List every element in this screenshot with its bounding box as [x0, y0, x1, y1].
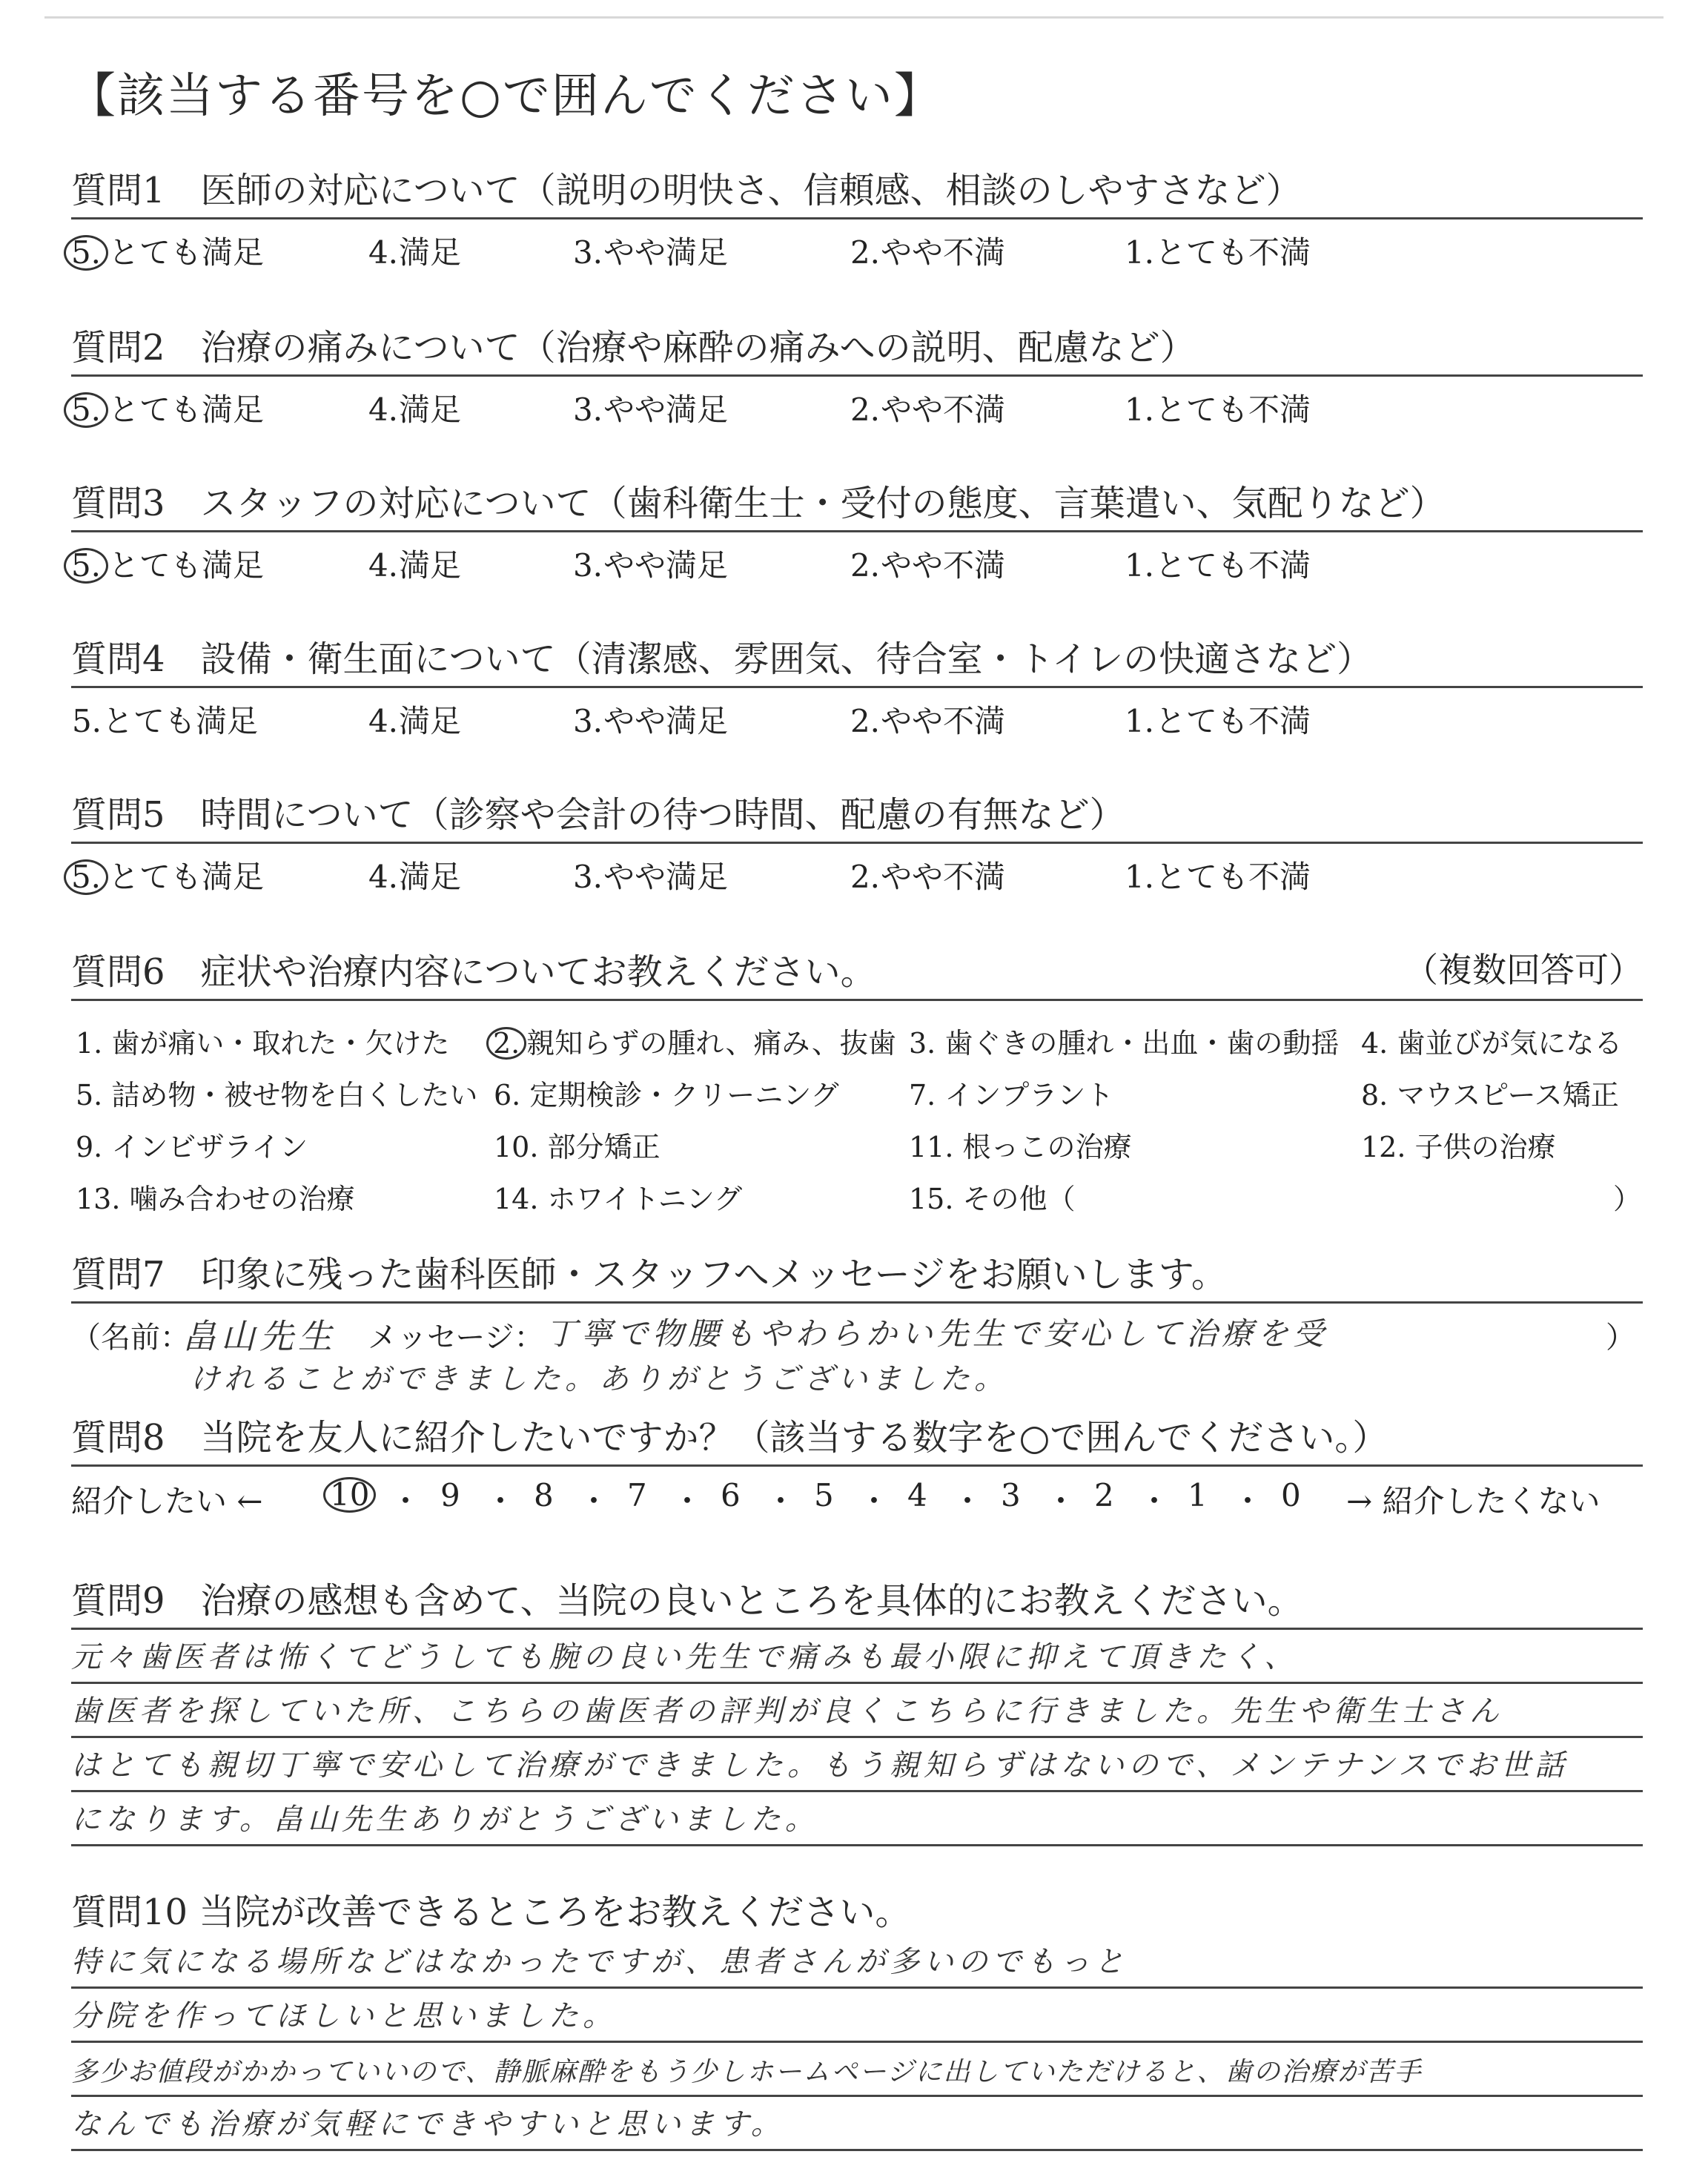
option-4[interactable]: 4.満足 [368, 703, 462, 739]
answer-text[interactable]: なんでも治療が気軽にできやすいと思います。 [71, 2107, 785, 2141]
scale-option[interactable]: 9 [440, 1477, 460, 1513]
question-title: 質問2 治療の痛みについて（治療や麻酔の痛みへの説明、配慮など） [71, 327, 1196, 369]
option-5[interactable]: 5. とても満足 [71, 853, 264, 897]
question-title: 質問4 設備・衛生面について（清潔感、雰囲気、待合室・トイレの快適さなど） [71, 638, 1373, 680]
message-line-1[interactable]: 丁寧で物腰もやわらかい先生で安心して治療を受 [546, 1315, 1329, 1352]
option-item[interactable]: 13. 噛み合わせの治療 [76, 1183, 355, 1215]
question-10 [71, 1883, 1643, 2151]
answer-text[interactable]: 歯医者を探していた所、こちらの歯医者の評判が良くこちらに行きました。先生や衛生士さん [71, 1694, 1503, 1728]
selected-circle: 5. [64, 548, 108, 584]
option-item[interactable]: 4. 歯並びが気になる [1361, 1027, 1623, 1060]
question-title: 質問10 当院が改善できるところをお教えください。 [71, 1892, 911, 1933]
option-5[interactable]: 5. とても満足 [71, 541, 264, 586]
scale-option[interactable]: 2 [1094, 1477, 1114, 1513]
option-1[interactable]: 1.とても不満 [1124, 859, 1311, 895]
question-2 [71, 319, 1643, 430]
answer-line [71, 1684, 1643, 1738]
close-paren: ） [1606, 1321, 1635, 1355]
top-divider [44, 16, 1664, 19]
scale-option[interactable]: 7 [627, 1477, 647, 1513]
option-3[interactable]: 3.やや満足 [572, 234, 729, 271]
option-item[interactable]: 6. 定期検診・クリーニング [494, 1079, 839, 1112]
scale-option[interactable]: 3 [1001, 1477, 1021, 1513]
divider [71, 530, 1643, 532]
option-5[interactable]: 5.とても満足 [71, 703, 259, 739]
scale-option[interactable]: 4 [907, 1477, 927, 1513]
option-3[interactable]: 3.やや満足 [572, 859, 729, 895]
divider [71, 842, 1643, 844]
question-title: 質問6 症状や治療内容についてお教えください。 [71, 951, 876, 993]
question-title: 質問1 医師の対応について（説明の明快さ、信頼感、相談のしやすさなど） [71, 170, 1302, 211]
option-3[interactable]: 3.やや満足 [572, 547, 729, 584]
option-item[interactable]: 3. 歯ぐきの腫れ・出血・歯の動揺 [909, 1027, 1340, 1060]
scale-option[interactable]: 6 [721, 1477, 741, 1513]
answer-line [71, 1738, 1643, 1792]
question-3 [71, 475, 1643, 586]
option-3[interactable]: 3.やや満足 [572, 703, 729, 739]
option-item[interactable]: 1. 歯が痛い・取れた・欠けた [76, 1027, 450, 1060]
close-paren: ） [1613, 1183, 1642, 1215]
divider [71, 217, 1643, 219]
option-2[interactable]: 2.やや不満 [850, 234, 1006, 271]
selected-circle: 5. [64, 859, 108, 895]
option-item[interactable]: 7. インプラント [909, 1079, 1114, 1112]
option-2[interactable]: 2.やや不満 [850, 392, 1006, 428]
name-label: （名前： [71, 1321, 190, 1355]
rating-options [71, 228, 1643, 273]
question-title: 質問8 当院を友人に紹介したいですか？（該当する数字を○で囲んでください。） [71, 1417, 1388, 1459]
option-5[interactable]: 5. とても満足 [71, 228, 264, 273]
option-4[interactable]: 4.満足 [368, 547, 462, 584]
name-value[interactable]: 畠山先生 [182, 1316, 337, 1356]
option-2[interactable]: 2.やや不満 [850, 859, 1006, 895]
answer-text[interactable]: になります。畠山先生ありがとうございました。 [71, 1803, 819, 1837]
option-4[interactable]: 4.満足 [368, 859, 462, 895]
question-9 [71, 1572, 1643, 1846]
answer-line [71, 1935, 1643, 1989]
scale-option[interactable]: 5 [814, 1477, 834, 1513]
option-item[interactable]: 5. 詰め物・被せ物を白くしたい [76, 1079, 478, 1112]
scale-option[interactable]: 8 [534, 1477, 554, 1513]
rating-options [71, 386, 1643, 430]
option-item[interactable]: 12. 子供の治療 [1361, 1131, 1556, 1163]
option-1[interactable]: 1.とても不満 [1124, 547, 1311, 584]
message-area [71, 1309, 1643, 1406]
answer-text[interactable]: 特に気になる場所などはなかったですが、患者さんが多いのでもっと [71, 1945, 1128, 1979]
message-line-2[interactable]: けれることができました。ありがとうございました。 [190, 1362, 1008, 1396]
scale-left-label: 紹介したい ← [71, 1483, 263, 1519]
scale-right-label: → 紹介したくない [1346, 1483, 1601, 1519]
message-label: メッセージ： [368, 1321, 544, 1355]
selected-circle: 5. [64, 235, 108, 271]
option-2[interactable]: 2.やや不満 [850, 703, 1006, 739]
divider [71, 686, 1643, 688]
option-1[interactable]: 1.とても不満 [1124, 392, 1311, 428]
option-4[interactable]: 4.満足 [368, 234, 462, 271]
option-item[interactable]: 8. マウスピース矯正 [1361, 1079, 1619, 1112]
answer-line [71, 2043, 1643, 2097]
rating-options [71, 541, 1643, 586]
question-8 [71, 1409, 1643, 1525]
page-header: 【該当する番号を○で囲んでください】 [68, 69, 943, 124]
selected-circle: 2. [486, 1027, 526, 1060]
option-1[interactable]: 1.とても不満 [1124, 703, 1311, 739]
divider [71, 1301, 1643, 1304]
divider [71, 999, 1643, 1001]
option-item[interactable]: 10. 部分矯正 [494, 1131, 661, 1163]
option-item[interactable]: 11. 根っこの治療 [909, 1131, 1132, 1163]
answer-area [71, 1630, 1643, 1846]
option-item-selected[interactable]: 2. 親知らずの腫れ、痛み、抜歯 [494, 1020, 896, 1061]
scale-option[interactable]: 0 [1281, 1477, 1301, 1513]
question-7 [71, 1246, 1643, 1406]
option-2[interactable]: 2.やや不満 [850, 547, 1006, 584]
recommend-scale: 紹介したい ← 10 ・ 9 ・ 8 ・ 7 ・ 6 ・ 5 ・ 4 ・ 3 ・ 2 ・ 1 ・ 0 → 紹介したくない [71, 1477, 1643, 1525]
answer-line [71, 1989, 1643, 2043]
question-1 [71, 162, 1643, 273]
option-4[interactable]: 4.満足 [368, 392, 462, 428]
answer-text[interactable]: 分院を作ってほしいと思いました。 [71, 1999, 617, 2033]
answer-text[interactable]: はとても親切丁寧で安心して治療ができました。もう親知らずはないので、メンテナンスでお世話 [71, 1748, 1569, 1783]
divider [71, 374, 1643, 377]
answer-area [71, 1935, 1643, 2151]
answer-line [71, 1792, 1643, 1846]
question-title: 質問3 スタッフの対応について（歯科衛生士・受付の態度、言葉遣い、気配りなど） [71, 483, 1446, 524]
option-item[interactable]: 14. ホワイトニング [494, 1183, 743, 1215]
option-3[interactable]: 3.やや満足 [572, 392, 729, 428]
question-title: 質問7 印象に残った歯科医師・スタッフへメッセージをお願いします。 [71, 1254, 1227, 1295]
option-1[interactable]: 1.とても不満 [1124, 234, 1311, 271]
question-title: 質問9 治療の感想も含めて、当院の良いところを具体的にお教えください。 [71, 1580, 1303, 1622]
answer-line [71, 1630, 1643, 1684]
answer-text[interactable]: 元々歯医者は怖くてどうしても腕の良い先生で痛みも最小限に抑えて頂きたく、 [71, 1640, 1299, 1674]
symptom-options [71, 1013, 1643, 1228]
rating-options [71, 697, 1643, 742]
answer-text[interactable]: 多少お値段がかかっていいので、静脈麻酔をもう少しホームページに出していただけると、歯の治療が苦手 [71, 2057, 1423, 2087]
question-5 [71, 786, 1643, 897]
question-6 [71, 943, 1643, 1228]
rating-options [71, 853, 1643, 897]
option-item[interactable]: 15. その他（ [909, 1183, 1076, 1215]
option-5[interactable]: 5. とても満足 [71, 386, 264, 430]
multiple-answer-note: （複数回答可） [1404, 950, 1643, 990]
answer-line [71, 2097, 1643, 2151]
selected-circle: 5. [64, 392, 108, 428]
question-title: 質問5 時間について（診察や会計の待つ時間、配慮の有無など） [71, 794, 1125, 836]
option-item[interactable]: 9. インビザライン [76, 1131, 308, 1163]
selected-circle: 10 [323, 1477, 376, 1513]
question-4 [71, 630, 1643, 742]
divider [71, 1464, 1643, 1467]
scale-option[interactable]: 1 [1188, 1477, 1208, 1513]
